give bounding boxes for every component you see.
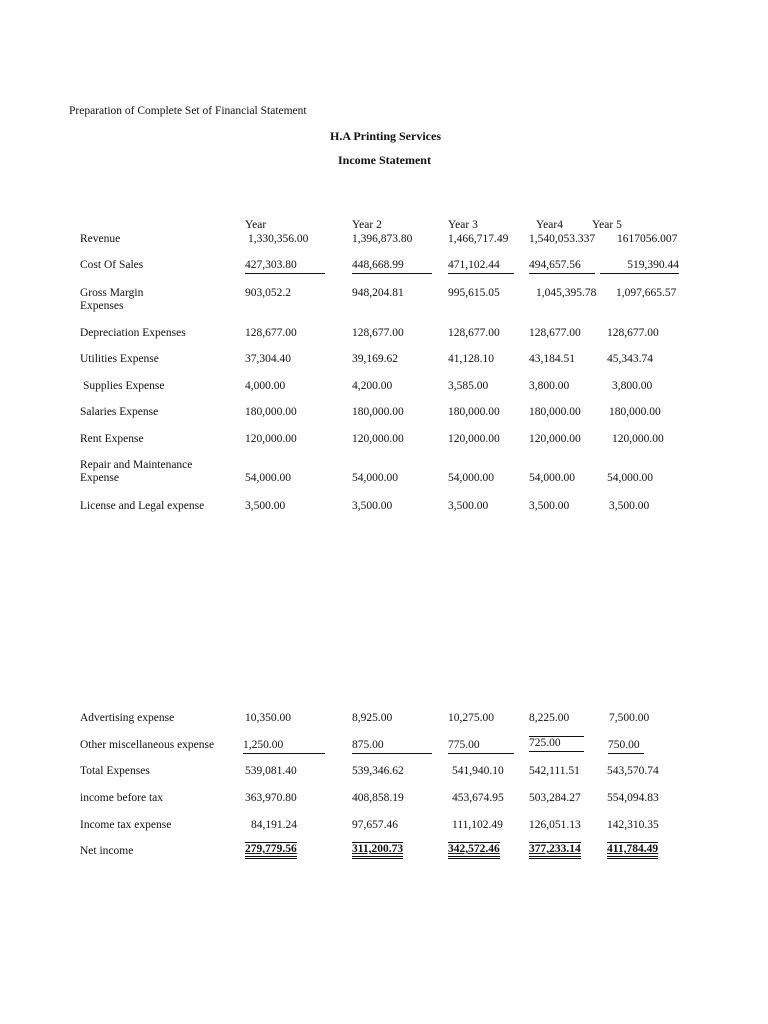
gross-margin-year-5: 1,097,665.57 bbox=[616, 287, 677, 299]
revenue-year-3: 1,466,717.49 bbox=[448, 233, 509, 245]
revenue-year-2: 1,396,873.80 bbox=[352, 233, 413, 245]
cost-of-sales-year-5: 519,390.44 bbox=[600, 259, 679, 274]
income-before-tax-year-5: 554,094.83 bbox=[607, 792, 659, 804]
repair-year-1: 54,000.00 bbox=[245, 472, 291, 484]
license-year-5: 3,500.00 bbox=[609, 500, 650, 512]
repair-year-2: 54,000.00 bbox=[352, 472, 398, 484]
year-3-header: Year 3 bbox=[448, 219, 478, 231]
license-year-2: 3,500.00 bbox=[352, 500, 393, 512]
depreciation-year-4: 128,677.00 bbox=[529, 327, 581, 339]
license-label: License and Legal expense bbox=[80, 500, 205, 512]
gross-margin-label: Gross Margin bbox=[80, 287, 144, 299]
other-misc-year-2: 875.00 bbox=[352, 739, 432, 754]
repair-year-4: 54,000.00 bbox=[529, 472, 575, 484]
other-misc-year-4: 725.00 bbox=[529, 736, 584, 752]
salaries-year-2: 180,000.00 bbox=[352, 406, 404, 418]
net-income-label: Net income bbox=[80, 845, 134, 857]
depreciation-year-5: 128,677.00 bbox=[607, 327, 659, 339]
utilities-year-4: 43,184.51 bbox=[529, 353, 575, 365]
revenue-year-5: 1617056.007 bbox=[617, 233, 678, 245]
depreciation-year-3: 128,677.00 bbox=[448, 327, 500, 339]
income-before-tax-label: income before tax bbox=[80, 792, 164, 804]
gross-margin-year-3: 995,615.05 bbox=[448, 287, 500, 299]
rent-year-3: 120,000.00 bbox=[448, 433, 500, 445]
income-tax-year-1: 84,191.24 bbox=[251, 819, 297, 831]
salaries-year-4: 180,000.00 bbox=[529, 406, 581, 418]
advertising-label: Advertising expense bbox=[80, 712, 175, 724]
rent-year-5: 120,000.00 bbox=[612, 433, 664, 445]
advertising-year-4: 8,225.00 bbox=[529, 712, 570, 724]
total-expenses-year-1: 539,081.40 bbox=[245, 765, 297, 777]
total-expenses-label: Total Expenses bbox=[80, 765, 150, 777]
gross-margin-year-2: 948,204.81 bbox=[352, 287, 404, 299]
income-tax-year-4: 126,051.13 bbox=[529, 819, 581, 831]
salaries-label: Salaries Expense bbox=[80, 406, 159, 418]
revenue-label: Revenue bbox=[80, 233, 121, 245]
rent-year-1: 120,000.00 bbox=[245, 433, 297, 445]
cost-of-sales-year-3: 471,102.44 bbox=[448, 259, 514, 274]
income-tax-year-3: 111,102.49 bbox=[452, 819, 503, 831]
document-intro: Preparation of Complete Set of Financial Statement bbox=[69, 105, 307, 117]
total-expenses-year-5: 543,570.74 bbox=[607, 765, 659, 777]
revenue-year-1: 1,330,356.00 bbox=[248, 233, 309, 245]
total-expenses-year-2: 539,346.62 bbox=[352, 765, 404, 777]
income-before-tax-year-3: 453,674.95 bbox=[452, 792, 504, 804]
supplies-year-2: 4,200.00 bbox=[352, 380, 393, 392]
gross-margin-year-4: 1,045,395.78 bbox=[536, 287, 597, 299]
supplies-year-5: 3,800.00 bbox=[612, 380, 653, 392]
license-year-4: 3,500.00 bbox=[529, 500, 570, 512]
company-name: H.A Printing Services bbox=[330, 129, 441, 143]
net-income-year-1: 279,779.56 bbox=[245, 842, 297, 859]
year-4-header: Year4 bbox=[536, 219, 563, 231]
license-year-3: 3,500.00 bbox=[448, 500, 489, 512]
salaries-year-5: 180,000.00 bbox=[609, 406, 661, 418]
net-income-year-4: 377,233.14 bbox=[529, 842, 581, 859]
other-misc-year-1: 1,250.00 bbox=[243, 739, 325, 754]
utilities-year-1: 37,304.40 bbox=[245, 353, 291, 365]
salaries-year-1: 180,000.00 bbox=[245, 406, 297, 418]
utilities-year-5: 45,343.74 bbox=[607, 353, 653, 365]
supplies-label: Supplies Expense bbox=[83, 380, 165, 392]
license-year-1: 3,500.00 bbox=[245, 500, 286, 512]
other-misc-label: Other miscellaneous expense bbox=[80, 739, 215, 751]
utilities-year-3: 41,128.10 bbox=[448, 353, 494, 365]
income-tax-year-5: 142,310.35 bbox=[607, 819, 659, 831]
supplies-year-4: 3,800.00 bbox=[529, 380, 570, 392]
repair-label-line-2: Expense bbox=[80, 472, 119, 484]
supplies-year-3: 3,585.00 bbox=[448, 380, 489, 392]
advertising-year-3: 10,275.00 bbox=[448, 712, 494, 724]
utilities-label: Utilities Expense bbox=[80, 353, 159, 365]
total-expenses-year-4: 542,111.51 bbox=[529, 765, 580, 777]
other-misc-year-3: 775.00 bbox=[448, 739, 514, 754]
year-2-header: Year 2 bbox=[352, 219, 382, 231]
salaries-year-3: 180,000.00 bbox=[448, 406, 500, 418]
gross-margin-year-1: 903,052.2 bbox=[245, 287, 291, 299]
cost-of-sales-year-4: 494,657.56 bbox=[529, 259, 595, 274]
repair-label-line-1: Repair and Maintenance bbox=[80, 459, 193, 471]
advertising-year-5: 7,500.00 bbox=[609, 712, 650, 724]
net-income-year-5: 411,784.49 bbox=[607, 842, 658, 859]
net-income-year-2: 311,200.73 bbox=[352, 842, 403, 859]
depreciation-year-2: 128,677.00 bbox=[352, 327, 404, 339]
advertising-year-2: 8,925.00 bbox=[352, 712, 393, 724]
year-1-header: Year bbox=[245, 219, 267, 231]
cost-of-sales-year-1: 427,303.80 bbox=[245, 259, 325, 274]
statement-title: Income Statement bbox=[338, 153, 431, 167]
net-income-year-3: 342,572.46 bbox=[448, 842, 500, 859]
rent-label: Rent Expense bbox=[80, 433, 144, 445]
income-tax-year-2: 97,657.46 bbox=[352, 819, 398, 831]
advertising-year-1: 10,350.00 bbox=[245, 712, 291, 724]
cost-of-sales-label: Cost Of Sales bbox=[80, 259, 144, 271]
total-expenses-year-3: 541,940.10 bbox=[452, 765, 504, 777]
cost-of-sales-year-2: 448,668.99 bbox=[352, 259, 432, 274]
income-before-tax-year-4: 503,284.27 bbox=[529, 792, 581, 804]
rent-year-2: 120,000.00 bbox=[352, 433, 404, 445]
income-before-tax-year-1: 363,970.80 bbox=[245, 792, 297, 804]
other-misc-year-5: 750.00 bbox=[608, 739, 644, 754]
repair-year-3: 54,000.00 bbox=[448, 472, 494, 484]
supplies-year-1: 4,000.00 bbox=[245, 380, 286, 392]
repair-year-5: 54,000.00 bbox=[607, 472, 653, 484]
depreciation-year-1: 128,677.00 bbox=[245, 327, 297, 339]
income-tax-label: Income tax expense bbox=[80, 819, 172, 831]
expenses-header: Expenses bbox=[80, 300, 124, 312]
depreciation-label: Depreciation Expenses bbox=[80, 327, 186, 339]
utilities-year-2: 39,169.62 bbox=[352, 353, 398, 365]
income-before-tax-year-2: 408,858.19 bbox=[352, 792, 404, 804]
rent-year-4: 120,000.00 bbox=[529, 433, 581, 445]
year-5-header: Year 5 bbox=[592, 219, 622, 231]
revenue-year-4: 1,540,053.337 bbox=[529, 233, 596, 245]
